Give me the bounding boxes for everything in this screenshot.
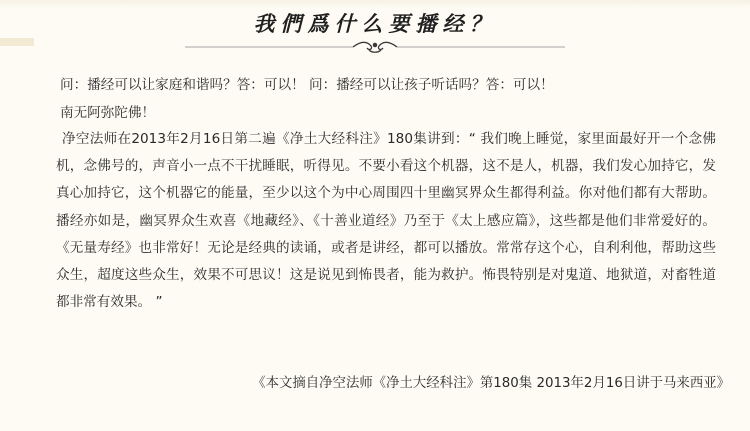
ornament-divider	[185, 40, 565, 54]
flourish-icon	[353, 42, 397, 52]
source-citation: 《本文摘自净空法师《净土大经科注》第180集 2013年2月16日讲于马来西亚》	[252, 376, 730, 391]
greeting: 南无阿弥陀佛！	[60, 105, 156, 121]
qa-line: 问：播经可以让家庭和谐吗？答：可以！ 问：播经可以让孩子听话吗？答：可以！	[60, 77, 554, 93]
page-title: 我們爲什么要播经？	[253, 11, 497, 36]
article-content	[56, 72, 716, 316]
article-body: 净空法师在2013年2月16日第二遍《净土大经科注》180集讲到：“ 我们晚上睡觉，家里面最好开一个念佛机，念佛号的，声音小一点不干扰睡眠，听得见。不要小看这个机器，这不是人，机器，我们发心加持它，发真心加持它，这个机器它的能量，至少以这个为中心周围四十里幽冥界众生都得利益。你对他们都有大帮助。播经亦如是，幽冥界众生欢喜《地藏经》、《十善业道经》乃至于《太上感应篇》，这些都是他们非常爱好的。《无量寿经》也非常好！无论是经典的读诵，或者是讲经，都可以播放。常常存这个心，自利利他，帮助这些众生，超度这些众生，效果不可思议！这是说见到怖畏者，能为救护。怖畏特别是对鬼道、地狱道，对畜牲道都非常有效果。 ”	[56, 131, 716, 311]
